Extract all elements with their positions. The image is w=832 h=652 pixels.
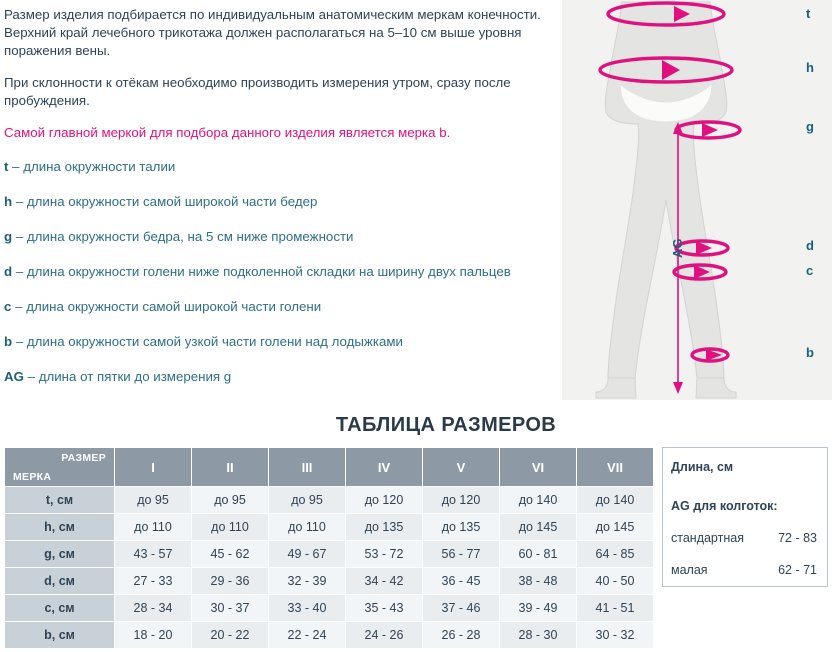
cell-d-3: 32 - 39	[269, 568, 346, 595]
column-header-1: I	[115, 448, 192, 487]
table-row	[5, 568, 654, 595]
cell-b-5: 26 - 28	[423, 622, 500, 649]
length-row-label-small: малая	[671, 563, 708, 577]
cell-b-2: 20 - 22	[192, 622, 269, 649]
cell-c-7: 41 - 51	[577, 595, 654, 622]
length-row-value-small: 62 - 71	[778, 563, 817, 577]
description-column	[0, 0, 562, 400]
column-header-7: VII	[577, 448, 654, 487]
cell-c-6: 39 - 49	[500, 595, 577, 622]
length-row-value-standard: 72 - 83	[778, 531, 817, 545]
legend-key-t: t	[4, 159, 9, 174]
cell-c-5: 37 - 46	[423, 595, 500, 622]
legend-key-b: b	[4, 334, 13, 349]
cell-h-3: до 110	[269, 514, 346, 541]
cell-t-2: до 95	[192, 487, 269, 514]
row-label-b: b, см	[5, 622, 115, 649]
length-subheader-label: AG для колготок:	[671, 499, 778, 513]
tables-section	[0, 447, 832, 649]
cell-t-4: до 120	[346, 487, 423, 514]
legend-key-h: h	[4, 194, 13, 209]
cell-b-3: 22 - 24	[269, 622, 346, 649]
legend-item-b	[4, 333, 552, 351]
cell-b-1: 18 - 20	[115, 622, 192, 649]
cell-g-1: 43 - 57	[115, 541, 192, 568]
length-table-header	[663, 448, 828, 487]
cell-b-6: 28 - 30	[500, 622, 577, 649]
legend-key-g: g	[4, 229, 13, 244]
legend-text-b: – длина окружности самой узкой части голени над лодыжками	[12, 334, 403, 349]
legend-text-h: – длина окружности самой широкой части бедер	[12, 194, 318, 209]
highlight-note: Самой главной меркой для подбора данного изделия является мерка b.	[4, 125, 451, 140]
left-foot	[596, 378, 636, 398]
cell-g-7: 64 - 85	[577, 541, 654, 568]
cell-h-4: до 135	[346, 514, 423, 541]
row-label-t: t, см	[5, 487, 115, 514]
legend-key-ag: AG	[4, 369, 24, 384]
column-header-4: IV	[346, 448, 423, 487]
length-table-subheader	[663, 486, 828, 522]
legend-item-c	[4, 298, 552, 316]
legend-text-d: – длина окружности голени ниже подколенной складки на ширину двух пальцев	[12, 264, 511, 279]
column-header-2: II	[192, 448, 269, 487]
page-title: ТАБЛИЦА РАЗМЕРОВ	[335, 414, 557, 436]
cell-t-6: до 140	[500, 487, 577, 514]
legend-item-ag	[4, 368, 552, 386]
cell-h-5: до 135	[423, 514, 500, 541]
legend-key-d: d	[4, 264, 13, 279]
cell-d-7: 40 - 50	[577, 568, 654, 595]
cell-d-2: 29 - 36	[192, 568, 269, 595]
cell-t-3: до 95	[269, 487, 346, 514]
cell-g-2: 45 - 62	[192, 541, 269, 568]
size-table-header-row	[5, 448, 654, 487]
intro-paragraph-2: При склонности к отёкам необходимо производить измерения утром, сразу после пробуждения.	[4, 75, 511, 108]
cell-h-7: до 145	[577, 514, 654, 541]
row-label-g: g, см	[5, 541, 115, 568]
figure-label-ag: AG	[670, 238, 685, 258]
cell-c-3: 33 - 40	[269, 595, 346, 622]
cell-t-1: до 95	[115, 487, 192, 514]
body-diagram-svg	[562, 0, 832, 400]
row-label-d: d, см	[5, 568, 115, 595]
table-row	[5, 514, 654, 541]
row-label-c: c, см	[5, 595, 115, 622]
legend-text-ag: – длина от пятки до измерения g	[23, 369, 232, 384]
cell-d-4: 34 - 42	[346, 568, 423, 595]
cell-g-3: 49 - 67	[269, 541, 346, 568]
cell-b-4: 24 - 26	[346, 622, 423, 649]
cell-g-6: 60 - 81	[500, 541, 577, 568]
table-row	[5, 595, 654, 622]
cell-c-1: 28 - 34	[115, 595, 192, 622]
right-foot	[696, 378, 736, 398]
legend-text-c: – длина окружности самой широкой части голени	[11, 299, 322, 314]
table-row	[663, 522, 828, 554]
figure-label-t: t	[806, 6, 811, 21]
cell-d-5: 36 - 45	[423, 568, 500, 595]
cell-d-1: 27 - 33	[115, 568, 192, 595]
figure-label-d: d	[806, 238, 814, 253]
corner-merka-label: МЕРКА	[13, 471, 52, 483]
legend-item-g	[4, 228, 552, 246]
figure-label-b: b	[806, 345, 814, 360]
table-corner-cell	[5, 448, 115, 487]
length-header-label: Длина, см	[671, 460, 734, 474]
row-label-h: h, см	[5, 514, 115, 541]
cell-c-2: 30 - 37	[192, 595, 269, 622]
table-row	[5, 622, 654, 649]
cell-t-5: до 120	[423, 487, 500, 514]
figure-label-g: g	[806, 119, 814, 134]
legend-key-c: c	[4, 299, 12, 314]
legend-item-t	[4, 158, 552, 176]
table-row	[5, 541, 654, 568]
legend-item-d	[4, 263, 552, 281]
size-table	[4, 447, 654, 649]
cell-b-7: 30 - 32	[577, 622, 654, 649]
cell-d-6: 38 - 48	[500, 568, 577, 595]
column-header-5: V	[423, 448, 500, 487]
legend-text-g: – длина окружности бедра, на 5 см ниже промежности	[12, 229, 354, 244]
cell-g-5: 56 - 77	[423, 541, 500, 568]
column-header-6: VI	[500, 448, 577, 487]
figure-label-h: h	[806, 60, 814, 75]
figure-label-c: c	[806, 263, 814, 278]
intro-paragraph-1: Размер изделия подбирается по индивидуальным анатомическим меркам конечности. Верхний край лечебного трикотажа должен располагаться на 5–10 см выше уровня поражения вены.	[4, 7, 541, 58]
measurement-figure	[562, 0, 832, 400]
table-row	[5, 487, 654, 514]
cell-t-7: до 140	[577, 487, 654, 514]
cell-h-6: до 145	[500, 514, 577, 541]
cell-h-1: до 110	[115, 514, 192, 541]
length-row-label-standard: стандартная	[671, 531, 744, 545]
cell-h-2: до 110	[192, 514, 269, 541]
legend-item-h	[4, 193, 552, 211]
corner-razmer-label: РАЗМЕР	[61, 452, 106, 464]
length-table	[662, 447, 828, 587]
legend-text-t: – длина окружности талии	[8, 159, 176, 174]
table-row	[663, 554, 828, 587]
column-header-3: III	[269, 448, 346, 487]
cell-g-4: 53 - 72	[346, 541, 423, 568]
cell-c-4: 35 - 43	[346, 595, 423, 622]
